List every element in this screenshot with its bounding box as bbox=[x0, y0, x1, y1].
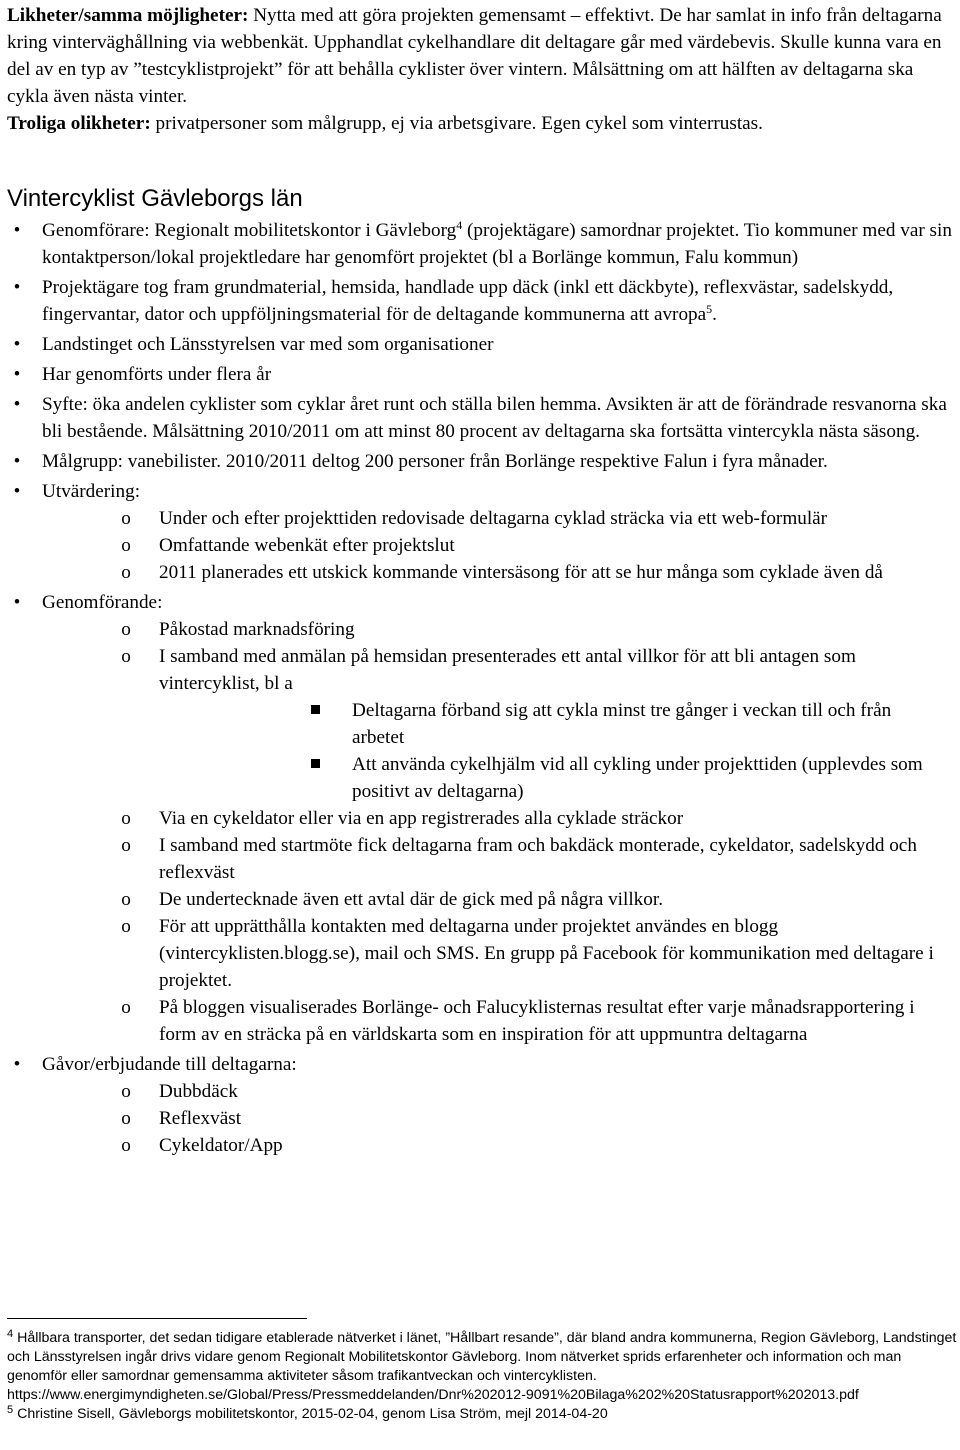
bullet-marker: • bbox=[13, 277, 21, 298]
bullet-marker: • bbox=[13, 451, 21, 472]
villkor-sublist bbox=[159, 697, 944, 805]
sub-list-item bbox=[42, 805, 952, 832]
utvardering-text: Utvärdering: bbox=[42, 481, 141, 502]
gavor-text: Gåvor/erbjudande till deltagarna: bbox=[42, 1054, 297, 1075]
likheter-paragraph bbox=[7, 2, 955, 110]
footnote-4-text: Hållbara transporter, det sedan tidigare etablerade nätverket i länet, ”Hållbart resande”, där bland andra kommunerna, Region Gävleborg, Landstinget och Länsstyrelsen ingår drivs vidare genom Regionalt Mobilitetskontor Gävleborg. Inom nätverket sprids erfarenheter och information och man genomför eller samordnar gemensamma aktiviteter såsom trafikantveckan och vintercyklisten. https://www.energimyndigheten.se/Global/Press/Pressmeddelanden/Dnr%202012-9091%20Bilaga%202%20Statusrapport%202013.pdf bbox=[7, 1330, 957, 1403]
sub-item-text: De undertecknade även ett avtal där de gick med på några villkor. bbox=[159, 889, 663, 910]
sub-bullet-marker: o bbox=[121, 619, 131, 640]
sub-item-text: Påkostad marknadsföring bbox=[159, 619, 355, 640]
sub-list-item bbox=[42, 505, 952, 532]
sub-sub-item-text: Att använda cykelhjälm vid all cykling under projekttiden (upplevdes som positivt av deltagarna) bbox=[352, 754, 923, 802]
footnote-5 bbox=[7, 1405, 957, 1424]
list-item bbox=[0, 589, 960, 1048]
sub-list-item bbox=[42, 994, 952, 1048]
landstinget-text: Landstinget och Länsstyrelsen var med som organisationer bbox=[42, 334, 494, 355]
likheter-label: Likheter/samma möjligheter: bbox=[7, 5, 249, 26]
olikheter-text: privatpersoner som målgrupp, ej via arbetsgivare. Egen cykel som vinterrustas. bbox=[150, 113, 763, 134]
bullet-marker: • bbox=[13, 220, 21, 241]
list-item bbox=[0, 478, 960, 586]
sub-item-text: Under och efter projekttiden redovisade deltagarna cyklad sträcka via ett web-formulär bbox=[159, 508, 828, 529]
genomforts-text: Har genomförts under flera år bbox=[42, 364, 272, 385]
footnote-ref-4[interactable]: 4 bbox=[456, 218, 463, 232]
bullet-marker: • bbox=[13, 481, 21, 502]
footnote-4 bbox=[7, 1329, 957, 1405]
bullet-marker: • bbox=[13, 1054, 21, 1075]
sub-item-text: 2011 planerades ett utskick kommande vintersäsong för att se hur många som cyklade även då bbox=[159, 562, 883, 583]
bullet-marker: • bbox=[13, 394, 21, 415]
sub-bullet-marker: o bbox=[121, 1108, 131, 1129]
sub-list-item bbox=[42, 886, 952, 913]
sub-list-item bbox=[42, 616, 952, 643]
footnote-mark-4: 4 bbox=[7, 1328, 14, 1340]
olikheter-paragraph bbox=[7, 110, 955, 137]
list-item bbox=[0, 361, 960, 388]
footnotes bbox=[7, 1329, 957, 1424]
list-item bbox=[0, 331, 960, 358]
olikheter-label: Troliga olikheter: bbox=[7, 113, 151, 134]
malgrupp-text: Målgrupp: vanebilister. 2010/2011 deltog 200 personer från Borlänge respektive Falun i fyra månader. bbox=[42, 451, 828, 472]
list-item bbox=[0, 217, 960, 271]
sub-bullet-marker: o bbox=[121, 535, 131, 556]
sub-list-item bbox=[42, 1105, 952, 1132]
sub-item-text: I samband med startmöte fick deltagarna fram och bakdäck monterade, cykeldator, sadelskydd och reflexväst bbox=[159, 835, 917, 883]
sub-item-text: Cykeldator/App bbox=[159, 1135, 283, 1156]
projektagare-text: Projektägare tog fram grundmaterial, hemsida, handlade upp däck (inkl ett däckbyte), reflexvästar, sadelskydd, fingervantar, dator och uppföljningsmaterial för de deltagande kommunerna att avropa bbox=[42, 277, 894, 325]
sub-bullet-marker: o bbox=[121, 997, 131, 1018]
footnote-separator bbox=[7, 1318, 307, 1319]
sub-bullet-marker: o bbox=[121, 1081, 131, 1102]
bullet-list bbox=[0, 217, 960, 1162]
gavor-sublist bbox=[42, 1078, 952, 1159]
syfte-text: Syfte: öka andelen cyklister som cyklar året runt och ställa bilen hemma. Avsikten är att de förändrade resvanorna ska bli bestående. Målsättning 2010/2011 om att minst 80 procent av deltagarna ska fortsätta vintercykla nästa säsong. bbox=[42, 394, 947, 442]
likheter-text: Nytta med att göra projekten gemensamt – effektivt. De har samlat in info från deltagarna kring vinterväghållning via webbenkät. Upphandlat cykelhandlare dit deltagare går med värdebevis. Skulle kunna vara en del av en typ av ”testcyklistprojekt” för att behålla cyklister över vintern. Målsättning om att hälften av deltagarna ska cykla även nästa vinter. bbox=[7, 5, 942, 107]
sub-item-text: På bloggen visualiserades Borlänge- och Falucyklisternas resultat efter varje månadsrapportering i form av en sträcka på en världskarta som en inspiration för att uppmuntra deltagarna bbox=[159, 997, 915, 1045]
genomforande-text: Genomförande: bbox=[42, 592, 163, 613]
sub-list-item bbox=[42, 832, 952, 886]
sub-list-item bbox=[42, 1132, 952, 1159]
bullet-marker: • bbox=[13, 592, 21, 613]
bullet-marker: • bbox=[13, 334, 21, 355]
sub-item-text: Reflexväst bbox=[159, 1108, 242, 1129]
sub-item-text: Via en cykeldator eller via en app registrerades alla cyklade sträckor bbox=[159, 808, 684, 829]
sub-list-item bbox=[42, 913, 952, 994]
sub-sub-list-item bbox=[159, 751, 944, 805]
section-heading: Vintercyklist Gävleborgs län bbox=[7, 185, 303, 212]
sub-item-text: I samband med anmälan på hemsidan presenterades ett antal villkor för att bli antagen som vintercyklist, bl a bbox=[159, 646, 856, 694]
sub-bullet-marker: o bbox=[121, 889, 131, 910]
sub-bullet-marker: o bbox=[121, 808, 131, 829]
sub-sub-item-text: Deltagarna förband sig att cykla minst tre gånger i veckan till och från arbetet bbox=[352, 700, 892, 748]
utvardering-sublist bbox=[42, 505, 952, 586]
sub-list-item bbox=[42, 643, 952, 805]
footnote-mark-5: 5 bbox=[7, 1404, 14, 1416]
genomforare-text-cont: (projektägare) samordnar projektet. Tio kommuner med var sin kontaktperson/lokal projektledare har genomfört projektet (bl a Borlänge kommun, Falu kommun) bbox=[42, 220, 952, 268]
sub-list-item bbox=[42, 1078, 952, 1105]
sub-list-item bbox=[42, 532, 952, 559]
footnote-5-text: Christine Sisell, Gävleborgs mobilitetskontor, 2015-02-04, genom Lisa Ström, mejl 2014-04-20 bbox=[13, 1406, 608, 1422]
square-bullet-icon bbox=[311, 759, 320, 768]
footnote-ref-5[interactable]: 5 bbox=[706, 302, 713, 316]
list-item bbox=[0, 274, 960, 328]
genomforande-sublist bbox=[42, 616, 952, 1048]
sub-bullet-marker: o bbox=[121, 508, 131, 529]
sub-list-item bbox=[42, 559, 952, 586]
sub-item-text: För att upprätthålla kontakten med deltagarna under projektet användes en blogg (vintercyklisten.blogg.se), mail och SMS. En grupp på Facebook för kommunikation med deltagare i projektet. bbox=[159, 916, 934, 991]
sub-bullet-marker: o bbox=[121, 835, 131, 856]
sub-bullet-marker: o bbox=[121, 916, 131, 937]
intro-section bbox=[7, 2, 955, 137]
square-bullet-icon bbox=[311, 705, 320, 714]
genomforare-text: Genomförare: Regionalt mobilitetskontor i Gävleborg bbox=[42, 220, 457, 241]
list-item bbox=[0, 448, 960, 475]
sub-item-text: Dubbdäck bbox=[159, 1081, 238, 1102]
sub-bullet-marker: o bbox=[121, 646, 131, 667]
sub-bullet-marker: o bbox=[121, 1135, 131, 1156]
list-item bbox=[0, 1051, 960, 1159]
list-item bbox=[0, 391, 960, 445]
sub-item-text: Omfattande webenkät efter projektslut bbox=[159, 535, 455, 556]
bullet-marker: • bbox=[13, 364, 21, 385]
sub-sub-list-item bbox=[159, 697, 944, 751]
sub-bullet-marker: o bbox=[121, 562, 131, 583]
projektagare-text-end: . bbox=[712, 304, 717, 325]
